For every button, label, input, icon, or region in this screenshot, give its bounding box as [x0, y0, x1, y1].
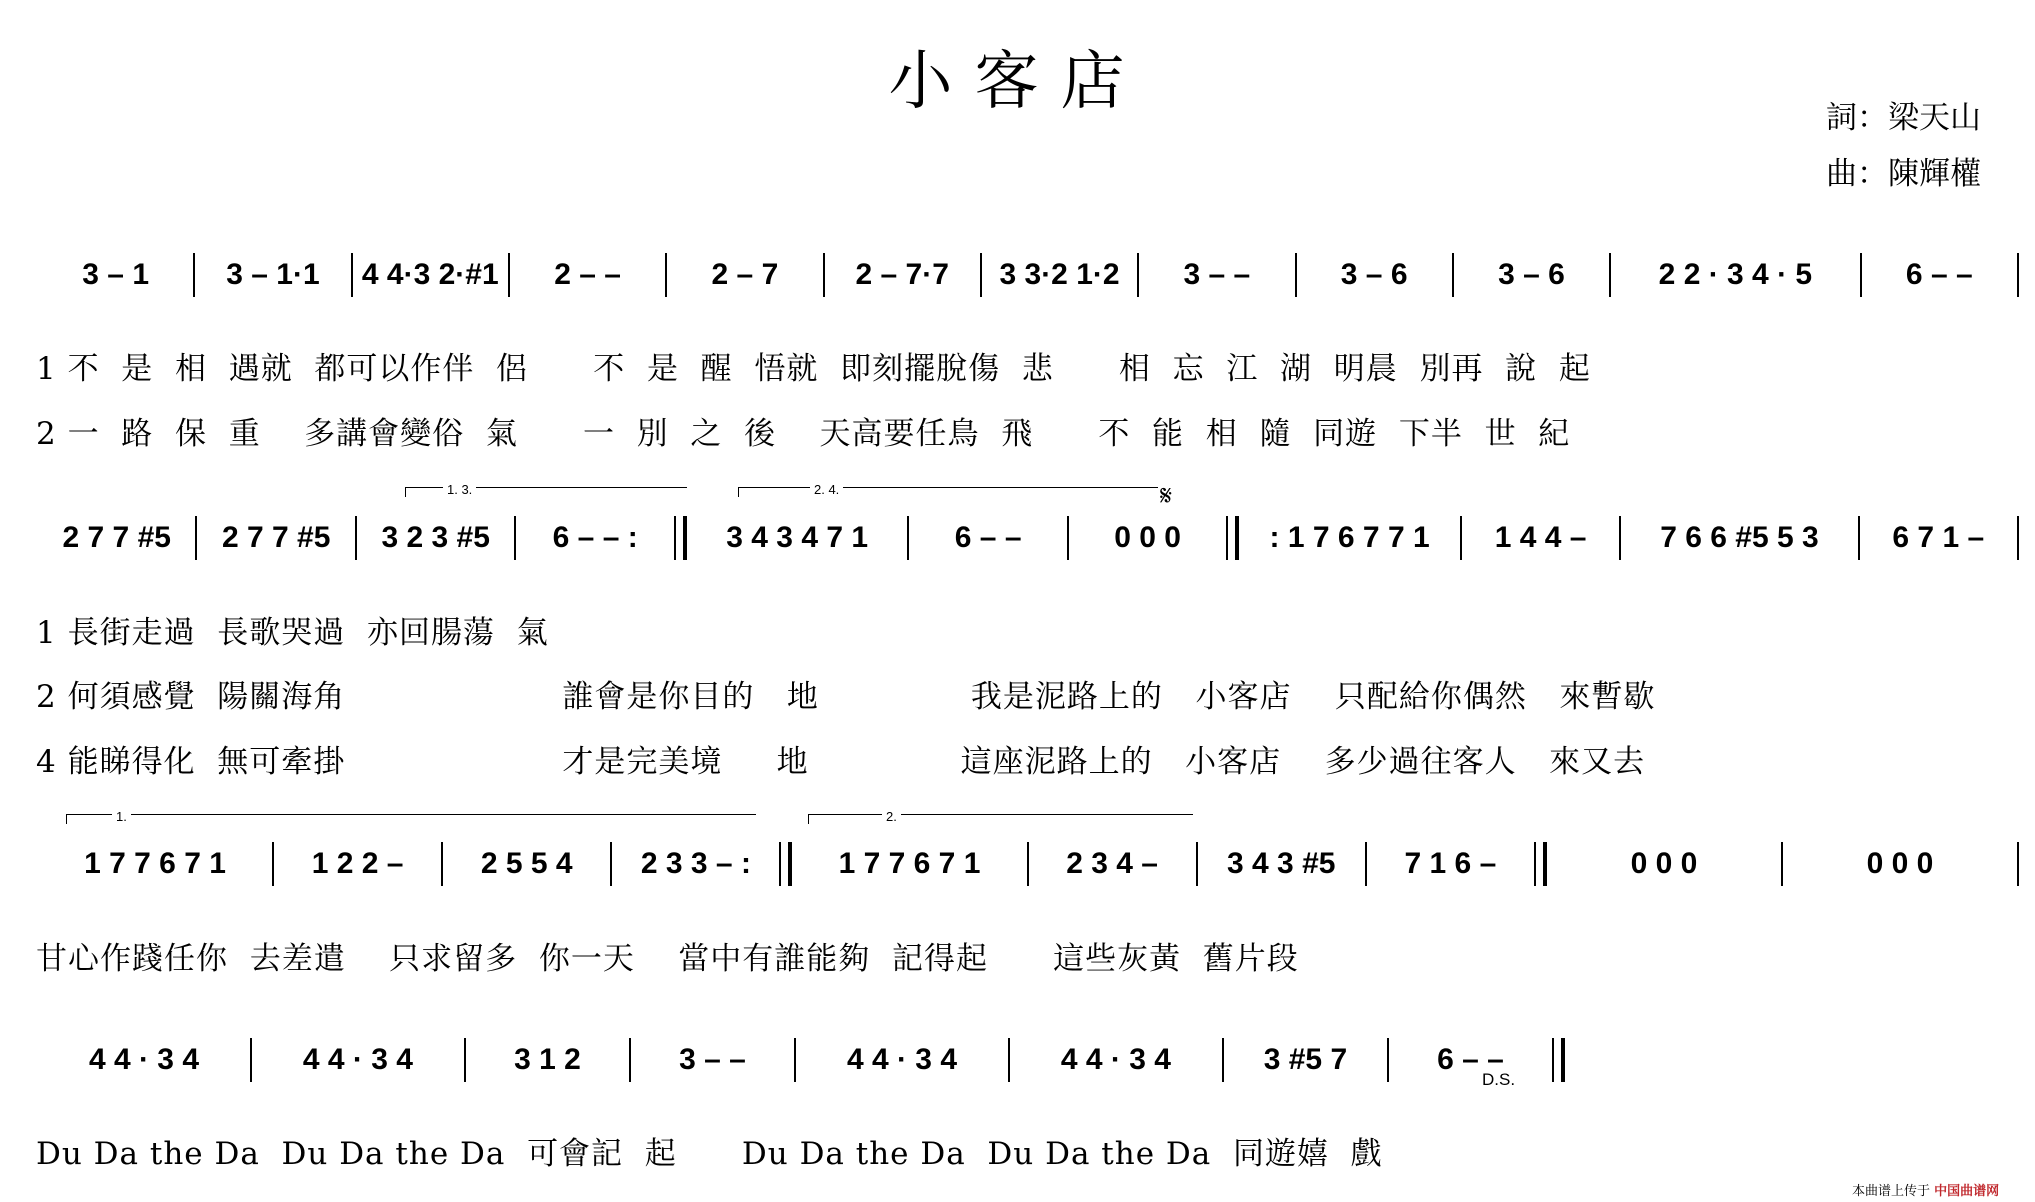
- measure: 3 – –: [679, 1043, 746, 1076]
- notation-row-3: [36, 829, 2019, 899]
- volta-hook: [808, 814, 809, 824]
- measure: 3 #5 7: [1263, 1043, 1348, 1076]
- measure: 4 4·3 2·#1: [361, 258, 499, 291]
- measure: 4 4 · 3 4: [88, 1043, 200, 1076]
- site-name: 中国曲谱网: [1934, 1184, 2000, 1199]
- measure: 3 – 1: [82, 258, 150, 291]
- measure: 6 – –: [1905, 258, 1973, 291]
- volta-label: 2. 4.: [810, 482, 843, 497]
- double-barline: [1534, 842, 1547, 886]
- measure: 3 – 6: [1340, 258, 1408, 291]
- measure: 3 – –: [1183, 258, 1251, 291]
- measure: 4 4 · 3 4: [846, 1043, 958, 1076]
- volta-label: 1.: [112, 809, 131, 824]
- measure: 3 4 3 #5: [1227, 847, 1336, 880]
- measure: 1 2 2 –: [311, 847, 404, 880]
- measure: 3 3·2 1·2: [999, 258, 1120, 291]
- measure: 2 2 · 3 4 · 5: [1658, 258, 1813, 291]
- measure: 0 0 0: [1630, 847, 1698, 880]
- song-title: 小客店: [888, 45, 1147, 119]
- final-barline: [1552, 1038, 1565, 1082]
- lyric-line-4: Du Da the Da Du Da the Da 可會記 起 Du Da the Da Du Da the Da 同遊嬉 戲: [36, 1136, 1383, 1172]
- measure: 7 1 6 –: [1404, 847, 1497, 880]
- lyricist-credit: 詞：梁天山: [1826, 100, 1981, 136]
- measure: 2 3 3 – :: [640, 847, 751, 880]
- repeat-barline: [779, 842, 792, 886]
- volta-hook: [738, 487, 739, 497]
- segno-sign: 𝄋: [1160, 479, 1173, 512]
- measure: 0 0 0: [1866, 847, 1934, 880]
- measure: 3 2 3 #5: [381, 521, 490, 554]
- measure: 2 – 7: [711, 258, 779, 291]
- notation-row-4: [36, 1025, 1565, 1095]
- measure: 1 7 7 6 7 1: [838, 847, 981, 880]
- measure: 2 – 7·7: [855, 258, 949, 291]
- measure: 2 7 7 #5: [222, 521, 331, 554]
- measure: 2 7 7 #5: [62, 521, 171, 554]
- measure: 3 4 3 4 7 1: [726, 521, 869, 554]
- measure: 4 4 · 3 4: [1060, 1043, 1171, 1076]
- repeat-barline: [1226, 516, 1239, 560]
- measure: 6 7 1 –: [1892, 521, 1985, 554]
- measure: 6 – – :: [552, 521, 638, 554]
- lyric-line-2-verse-2: 2 何須感覺 陽關海角 誰會是你目的 地 我是泥路上的 小客店 只配給你偶然 來暫歇: [36, 679, 1656, 715]
- measure: 4 4 · 3 4: [302, 1043, 413, 1076]
- volta-bracket-1-3: [405, 482, 687, 498]
- measure: 2 5 5 4: [480, 847, 573, 880]
- volta-bracket-1: [66, 809, 756, 825]
- upload-note: 本曲谱上传于: [1852, 1184, 1931, 1199]
- measure: 1 7 7 6 7 1: [84, 847, 226, 880]
- lyric-line-1-verse-1: 1 不 是 相 遇就 都可以作伴 侶 不 是 醒 悟就 即刻擺脫傷 悲 相 忘 江 湖 明晨 別再 說 起: [36, 351, 1591, 387]
- measure: 2 3 4 –: [1066, 847, 1158, 880]
- composer-credit: 曲：陳輝權: [1826, 156, 1981, 192]
- volta-bracket-2-4: [738, 482, 1158, 498]
- notation-row-1: [36, 240, 2019, 310]
- lyric-line-3: 甘心作踐任你 去差遣 只求留多 你一天 當中有誰能夠 記得起 這些灰黃 舊片段: [36, 941, 1299, 977]
- measure: 0 0 0: [1114, 521, 1181, 554]
- lyric-line-2-verse-1: 1 長街走過 長歌哭過 亦回腸蕩 氣: [36, 615, 549, 651]
- volta-label: 2.: [882, 809, 901, 824]
- barline: [2017, 516, 2019, 560]
- measure: 3 1 2: [514, 1043, 581, 1076]
- lyric-line-2-verse-4: 4 能睇得化 無可牽掛 才是完美境 地 這座泥路上的 小客店 多少過往客人 來又去: [36, 744, 1646, 780]
- volta-bracket-2: [808, 809, 1193, 825]
- measure: 3 – 6: [1498, 258, 1565, 291]
- measure: 3 – 1·1: [226, 258, 320, 291]
- source-watermark: [1852, 1180, 1999, 1199]
- measure: 6 – –: [954, 521, 1022, 554]
- measure: 7 6 6 #5 5 3: [1660, 521, 1819, 554]
- volta-hook: [405, 487, 406, 497]
- lyric-line-1-verse-2: 2 一 路 保 重 多講會變俗 氣 一 別 之 後 天高要任鳥 飛 不 能 相 隨 同遊 下半 世 紀: [36, 416, 1571, 452]
- measure: 2 – –: [554, 258, 621, 291]
- measure: : 1 7 6 7 7 1: [1269, 521, 1430, 554]
- notation-row-2: [36, 503, 2019, 573]
- volta-hook: [66, 814, 67, 824]
- measure: 6 – –: [1437, 1043, 1504, 1076]
- dal-segno-mark: D.S.: [1482, 1070, 1516, 1089]
- barline: [2017, 253, 2019, 297]
- repeat-barline: [674, 516, 687, 560]
- measure: 1 4 4 –: [1494, 521, 1587, 554]
- barline: [2017, 842, 2019, 886]
- volta-label: 1. 3.: [443, 482, 476, 497]
